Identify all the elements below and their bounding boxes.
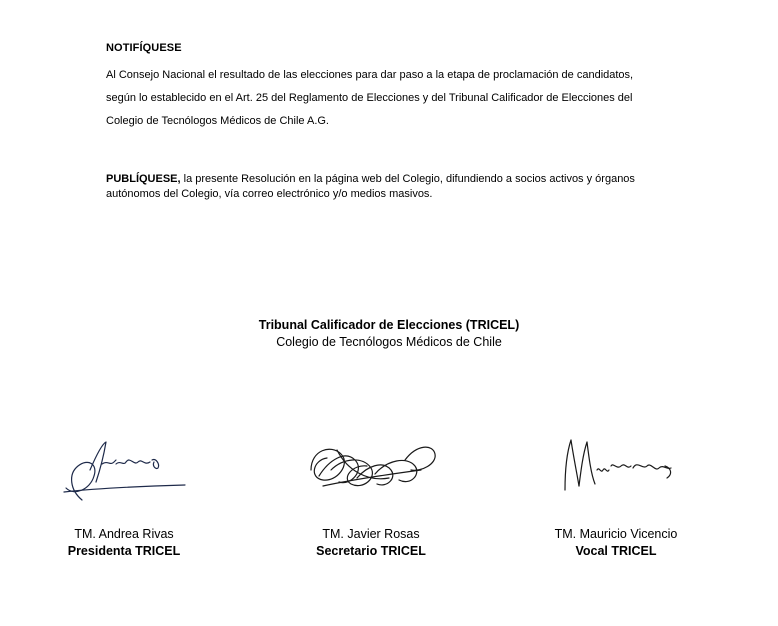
publish-line1-text: la presente Resolución en la página web del Colegio, difundiendo a socios activos y órganos [180, 173, 635, 185]
tribunal-name: Tribunal Calificador de Elecciones (TRICEL) [258, 318, 520, 332]
publish-lead: PUBLÍQUESE, [106, 173, 181, 185]
signature-image-vicencio [525, 430, 725, 510]
signature-image-rivas [40, 430, 240, 510]
tribunal-org: Colegio de Tecnólogos Médicos de Chile [276, 335, 502, 349]
signatory-role: Vocal TRICEL [575, 544, 657, 558]
signatory-role: Secretario TRICEL [316, 544, 426, 558]
notify-paragraph [106, 64, 742, 133]
notify-line: según lo establecido en el Art. 25 del Reglamento de Elecciones y del Tribunal Calificador de Elecciones del [106, 92, 633, 104]
signatory-vicencio [516, 526, 716, 560]
tribunal-block [0, 317, 778, 351]
signatory-name: TM. Andrea Rivas [74, 527, 174, 541]
publish-line: autónomos del Colegio, vía correo electrónico y/o medios masivos. [106, 188, 433, 200]
publish-line [106, 172, 746, 187]
notify-heading: NOTIFÍQUESE [106, 42, 182, 54]
signatory-name: TM. Mauricio Vicencio [554, 527, 678, 541]
signatory-name: TM. Javier Rosas [322, 527, 420, 541]
publish-paragraph [106, 172, 746, 202]
notify-line: Colegio de Tecnólogos Médicos de Chile A.G. [106, 115, 329, 127]
signatory-rivas [24, 526, 224, 560]
notify-line: Al Consejo Nacional el resultado de las elecciones para dar paso a la etapa de proclamación de candidatos, [106, 69, 634, 81]
signatory-role: Presidenta TRICEL [67, 544, 181, 558]
signature-image-rosas [271, 430, 471, 510]
signatory-rosas [271, 526, 471, 560]
